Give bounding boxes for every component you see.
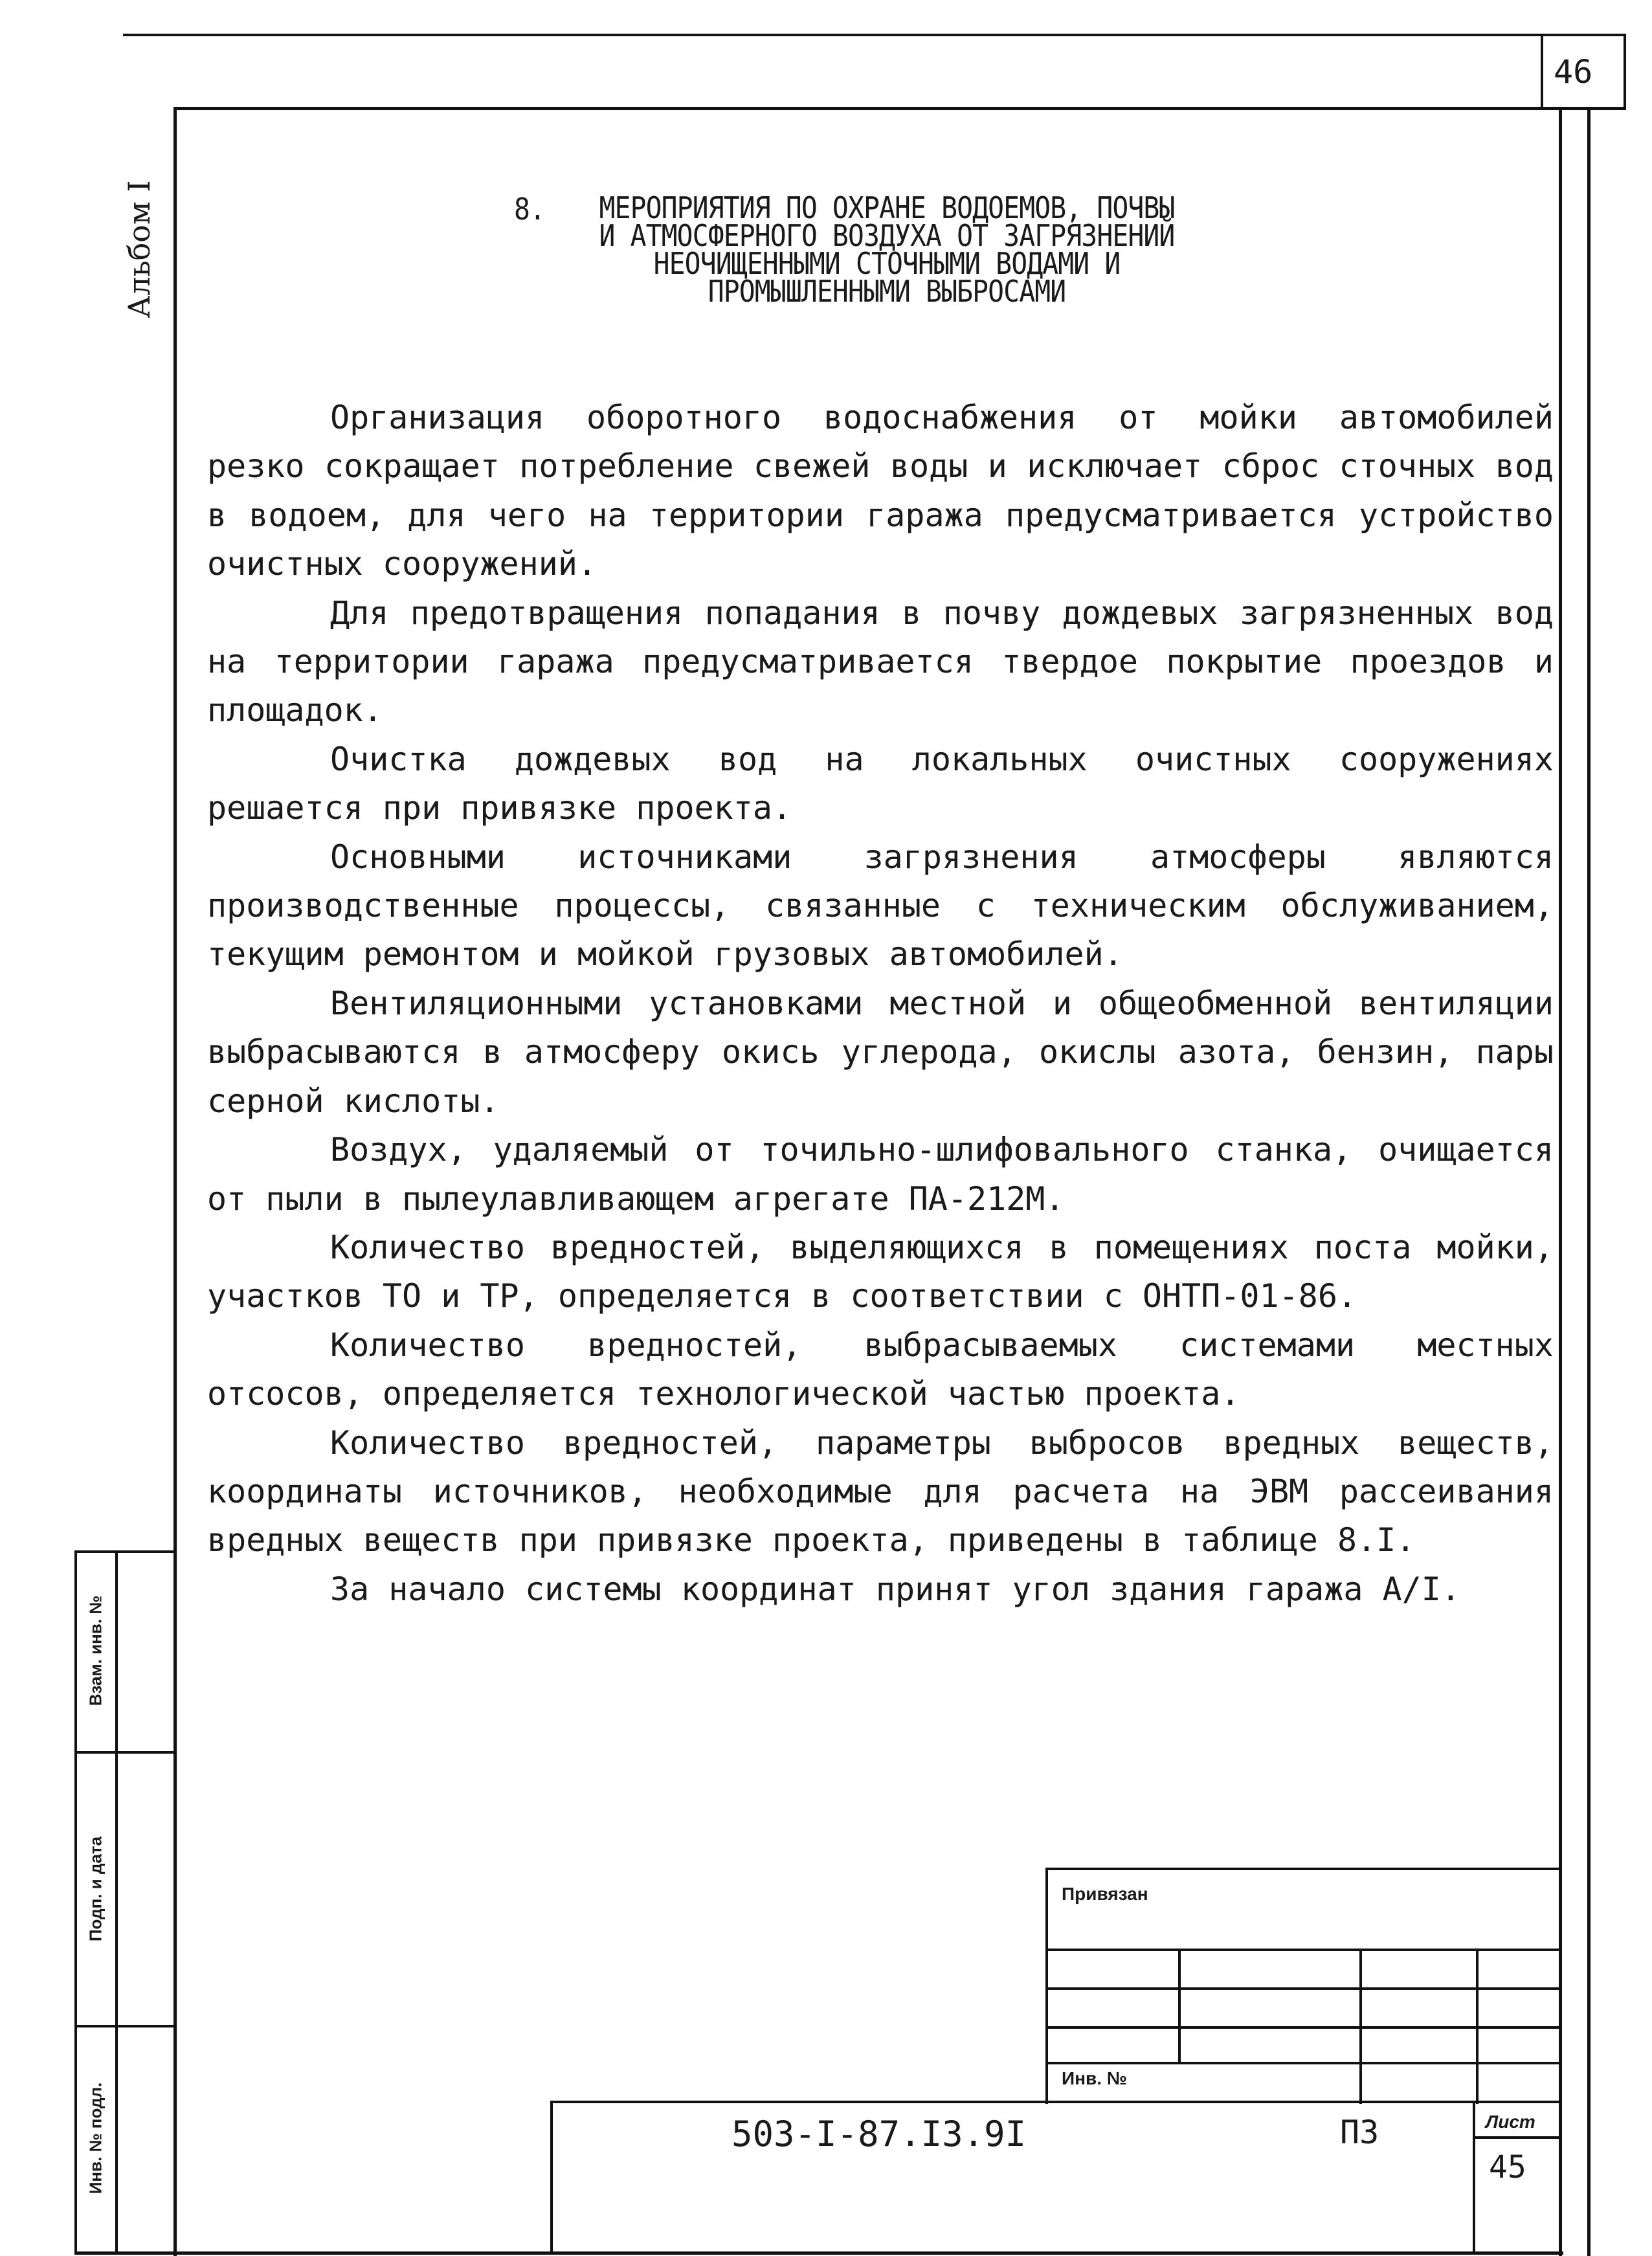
- corner-box-left: [1541, 34, 1543, 108]
- sheet-cell-divider: [1473, 2136, 1560, 2139]
- corner-box-right: [1624, 34, 1626, 108]
- stamp-col-3: [1476, 1949, 1479, 2104]
- podp-data-label: Подп. и дата: [85, 1836, 106, 1941]
- paragraph: Количество вредностей, выделяющихся в помещениях поста мойки, участков ТО и ТР, определяется в соответствии с ОНТП-01-86.: [207, 1228, 1554, 1315]
- main-block-top: [550, 2101, 1560, 2103]
- paragraph: Очистка дождевых вод на локальных очистных сооружениях решается при привязке проекта.: [207, 740, 1554, 827]
- heading-line-1: МЕРОПРИЯТИЯ ПО ОХРАНЕ ВОДОЕМОВ, ПОЧВЫ: [599, 190, 1175, 225]
- frame-right-outer: [1587, 107, 1591, 2256]
- margin-divider-2: [74, 2025, 175, 2027]
- sheet-cell-left: [1473, 2101, 1475, 2253]
- album-label: Альбом I: [122, 180, 157, 318]
- vzam-inv-label: Взам. инв. №: [85, 1595, 106, 1706]
- stamp-left: [1045, 1868, 1048, 2104]
- paragraph: Организация оборотного водоснабжения от мойки автомобилей резко сокращает потребление свежей воды и исключает сброс сточных вод в водоем, для чего на территории гаража предусматривается устройство очистных сооружений.: [207, 399, 1554, 583]
- margin-divider-1: [74, 1751, 175, 1754]
- margin-strip-top: [74, 1550, 175, 1553]
- stamp-row-4: [1045, 2062, 1560, 2064]
- heading-line-4: ПРОМЫШЛЕННЫМИ ВЫБРОСАМИ: [708, 274, 1066, 309]
- paragraph: Основными источниками загрязнения атмосферы являются производственные процессы, связанные с техническим обслуживанием, текущим ремонтом и мойкой грузовых автомобилей.: [207, 838, 1554, 974]
- section-number: 8.: [514, 192, 546, 227]
- section-code: ПЗ: [1340, 2114, 1379, 2151]
- inv-no-label: Инв. №: [1062, 2068, 1128, 2088]
- stamp-row-1: [1045, 1949, 1560, 1951]
- document-code: 503-I-87.I3.9I: [731, 2114, 1027, 2154]
- heading-line-2: И АТМОСФЕРНОГО ВОЗДУХА ОТ ЗАГРЯЗНЕНИЙ: [599, 218, 1175, 253]
- paragraph: За начало системы координат принят угол здания гаража А/I.: [330, 1570, 1460, 1608]
- paragraph: Вентиляционными установками местной и общеобменной вентиляции выбрасываются в атмосферу окись углерода, окислы азота, бензин, пары серной кислоты.: [207, 984, 1554, 1120]
- stamp-col-2: [1359, 1949, 1362, 2104]
- section-heading: [497, 190, 1277, 309]
- paragraph: Количество вредностей, выбрасываемых системами местных отсосов, определяется технологической частью проекта.: [207, 1326, 1554, 1413]
- main-block-left: [550, 2101, 553, 2253]
- heading-line-3: НЕОЧИЩЕННЫМИ СТОЧНЫМИ ВОДАМИ И: [653, 246, 1121, 281]
- top-header-line: [123, 34, 1625, 36]
- paragraph: Воздух, удаляемый от точильно-шлифовального станка, очищается от пыли в пылеулавливающем агрегате ПА-212М.: [207, 1131, 1554, 1218]
- frame-right-inner: [1559, 107, 1562, 2256]
- page-number-top: 46: [1554, 53, 1593, 91]
- stamp-col-1: [1178, 1949, 1181, 2062]
- sheet-label: Лист: [1486, 2112, 1535, 2132]
- stamp-row-2: [1045, 1987, 1560, 1990]
- frame-left: [173, 107, 177, 2256]
- paragraph: Для предотвращения попадания в почву дождевых загрязненных вод на территории гаража предусматривается твердое покрытие проездов и площадок.: [207, 594, 1554, 730]
- frame-top: [173, 107, 1626, 110]
- paragraph: Количество вредностей, параметры выбросов вредных веществ, координаты источников, необходимые для расчета на ЭВМ рассеивания вредных веществ при привязке проекта, приведены в таблице 8.I.: [207, 1424, 1554, 1559]
- frame-bottom: [74, 2251, 1563, 2255]
- privyazan-label: Привязан: [1062, 1884, 1148, 1904]
- inv-podl-label: Инв. № подл.: [85, 2082, 106, 2195]
- sheet-number: 45: [1489, 2149, 1526, 2185]
- body-text: [207, 394, 1554, 1614]
- stamp-top: [1045, 1868, 1560, 1870]
- stamp-row-3: [1045, 2026, 1560, 2029]
- margin-strip-right: [115, 1550, 118, 2255]
